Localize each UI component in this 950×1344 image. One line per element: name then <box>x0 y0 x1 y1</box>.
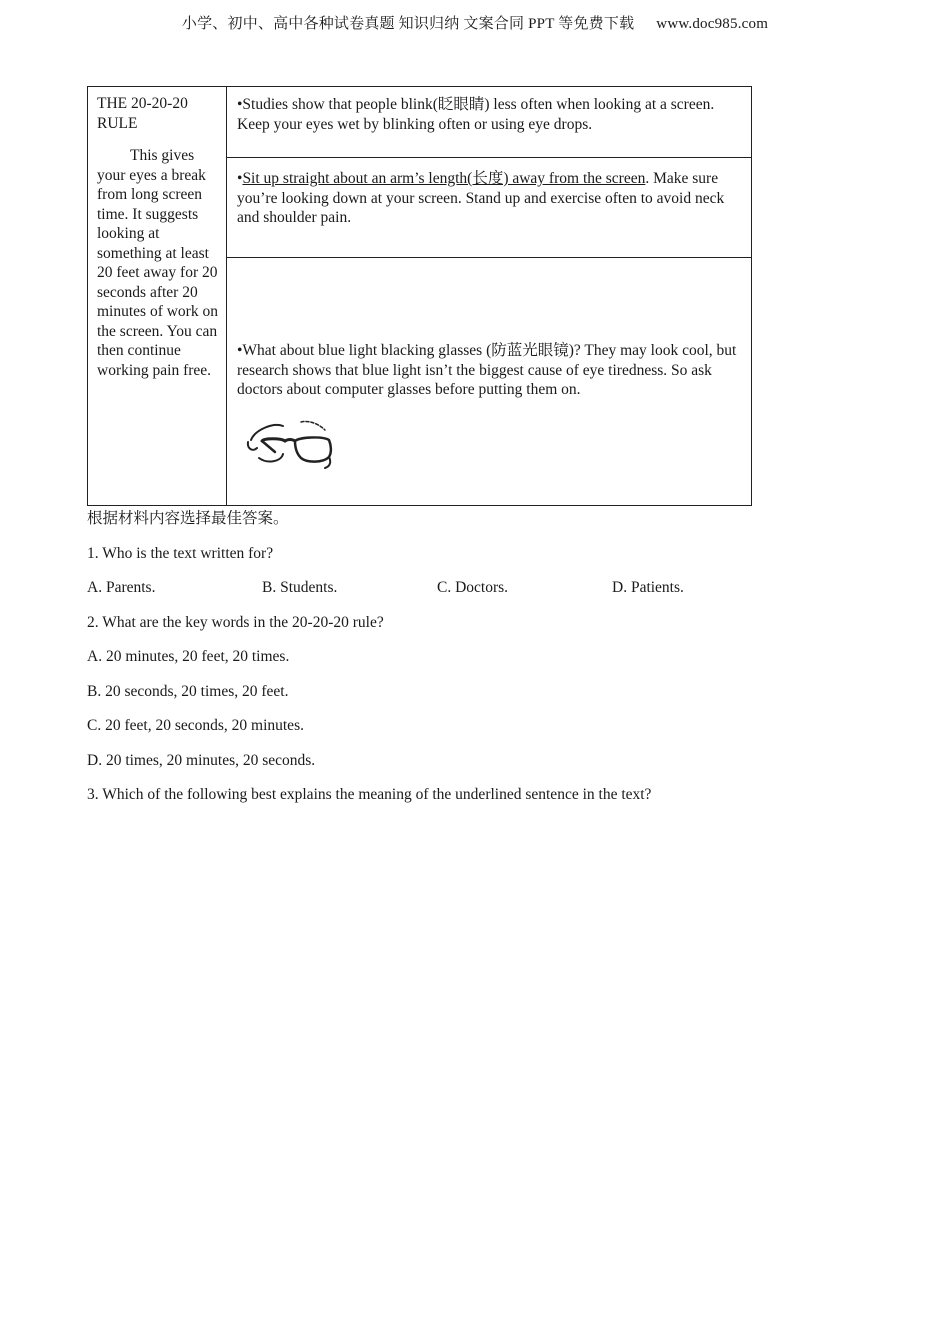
tip-posture-bullet: • <box>237 170 243 187</box>
reading-material-table <box>87 86 752 506</box>
question-1-option-d: D. Patients. <box>612 579 684 596</box>
header-site-description: 小学、初中、高中各种试卷真题 知识归纳 文案合同 PPT 等免费下载 <box>181 16 635 32</box>
tip-blue-light-text: •What about blue light blacking glasses (防蓝光眼镜)? They may look cool, but research shows that blue light isn’t the biggest cause of eye tiredness. So ask doctors about computer glasses before putting them on. <box>237 342 737 399</box>
question-2-option-c: C. 20 feet, 20 seconds, 20 minutes. <box>87 717 304 734</box>
question-2: 2. What are the key words in the 20-20-20 rule? <box>87 613 384 631</box>
question-3: 3. Which of the following best explains the meaning of the underlined sentence in the text? <box>87 786 652 803</box>
tip-blinking <box>227 87 752 158</box>
questions-section <box>87 508 787 819</box>
question-1-options <box>87 577 787 612</box>
underlined-sentence: Sit up straight about an arm’s length(长度) away from the screen <box>242 170 646 187</box>
rule-body: This gives your eyes a break from long screen time. It suggests looking at something at least 20 feet away for 20 seconds after 20 minutes of work on the screen. You can then continue working pain free. <box>97 147 218 379</box>
tip-blinking-text: •Studies show that people blink(眨眼睛) less often when looking at a screen. Keep your eyes wet by blinking often or using eye drops. <box>237 96 715 133</box>
tip-blue-light <box>227 258 752 506</box>
tip-posture <box>227 158 752 258</box>
question-1: 1. Who is the text written for? <box>87 544 274 562</box>
question-1-option-a: A. Parents. <box>87 579 156 596</box>
rule-cell <box>88 87 227 506</box>
question-1-option-c: C. Doctors. <box>437 579 509 596</box>
tip-posture-rest: . Make sure you’re looking down at your screen. Stand up and exercise often to avoid neck and shoulder pain. <box>237 170 725 226</box>
rule-title: THE 20-20-20 RULE <box>97 95 188 132</box>
page-header <box>0 12 950 33</box>
glasses-icon <box>245 416 335 472</box>
instruction: 根据材料内容选择最佳答案。 <box>87 510 289 527</box>
question-2-option-b: B. 20 seconds, 20 times, 20 feet. <box>87 682 289 700</box>
question-1-option-b: B. Students. <box>262 579 338 596</box>
header-website-link[interactable]: www.doc985.com <box>656 16 769 32</box>
question-2-option-d: D. 20 times, 20 minutes, 20 seconds. <box>87 751 316 769</box>
question-2-option-a: A. 20 minutes, 20 feet, 20 times. <box>87 648 290 665</box>
